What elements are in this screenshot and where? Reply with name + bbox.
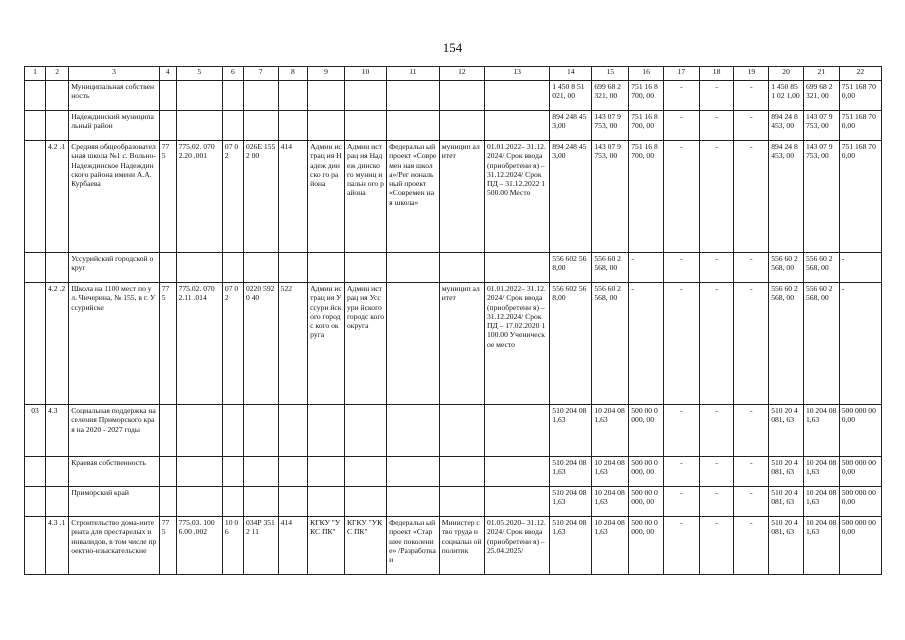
table-cell: 510 20 4 081, 63	[769, 457, 804, 487]
table-cell: -	[663, 141, 699, 253]
table-cell	[308, 81, 345, 111]
header-cell: 20	[769, 67, 804, 81]
table-cell: -	[734, 283, 769, 405]
table-cell: -	[734, 141, 769, 253]
table-cell	[25, 111, 46, 141]
table-cell: Админ истрац ия Надеж динско го муниц ипальн ого района	[344, 141, 386, 253]
table-cell: 10 06	[222, 517, 243, 575]
table-cell: -	[629, 283, 664, 405]
table-cell: 500 000 000,00	[839, 517, 881, 575]
table-cell: Школа на 1100 мест по ул. Чичерина, № 155, в г. Уссурийске	[69, 283, 160, 405]
table-cell: 751 168 700,00	[839, 141, 881, 253]
table-cell	[159, 487, 176, 517]
header-cell: 17	[663, 67, 699, 81]
table-cell	[176, 457, 222, 487]
table-cell	[159, 81, 176, 111]
table-cell: 0220 5920 40	[243, 283, 278, 405]
table-cell	[222, 405, 243, 457]
table-cell: -	[663, 405, 699, 457]
table-cell: -	[699, 457, 734, 487]
table-cell	[278, 487, 307, 517]
table-cell	[308, 111, 345, 141]
table-cell: 699 68 2 321, 00	[592, 81, 629, 111]
table-cell: 4.2 .1	[46, 141, 69, 253]
table-cell: 500 00 0 000, 00	[629, 457, 664, 487]
header-cell: 14	[550, 67, 592, 81]
table-cell	[46, 111, 69, 141]
table-cell: Уссурийский городской округ	[69, 253, 160, 283]
table-cell: -	[699, 405, 734, 457]
table-cell	[387, 487, 440, 517]
table-cell: 894 248 453,00	[550, 111, 592, 141]
table-cell: -	[699, 253, 734, 283]
table-cell: 10 204 081,63	[592, 405, 629, 457]
table-row	[25, 141, 882, 253]
table-cell: Надеждинский муниципальный район	[69, 111, 160, 141]
header-cell: 6	[222, 67, 243, 81]
table-cell: -	[734, 111, 769, 141]
table-cell	[176, 111, 222, 141]
table-cell: 556 60 2 568, 00	[803, 283, 839, 405]
table-cell	[439, 457, 484, 487]
table-cell: 510 204 081,63	[550, 487, 592, 517]
table-cell	[485, 81, 550, 111]
table-cell	[344, 81, 386, 111]
table-cell: 894 24 8 453, 00	[769, 111, 804, 141]
table-cell: 10 204 081,63	[803, 457, 839, 487]
table-cell	[439, 253, 484, 283]
table-cell: 4.2 .2	[46, 283, 69, 405]
table-cell	[243, 253, 278, 283]
table-cell	[485, 487, 550, 517]
table-cell: Приморский край	[69, 487, 160, 517]
table-cell	[46, 253, 69, 283]
header-cell: 2	[46, 67, 69, 81]
table-row	[25, 111, 882, 141]
table-cell: 751 16 8 700, 00	[629, 81, 664, 111]
table-cell: 143 07 9 753, 00	[803, 111, 839, 141]
table-cell: 775.02. 0702.20 .001	[176, 141, 222, 253]
table-cell: 775.03. 1006.00 .002	[176, 517, 222, 575]
table-cell: -	[629, 253, 664, 283]
table-cell	[159, 111, 176, 141]
table-cell: -	[663, 81, 699, 111]
table-cell: 500 00 0 000, 00	[629, 517, 664, 575]
header-cell: 3	[69, 67, 160, 81]
table-cell: -	[734, 517, 769, 575]
table-cell: -	[699, 283, 734, 405]
table-cell: 510 204 081,63	[550, 457, 592, 487]
table-cell: Муниципальная собственность	[69, 81, 160, 111]
table-cell: 07 02	[222, 141, 243, 253]
table-cell: -	[699, 141, 734, 253]
table-cell	[308, 253, 345, 283]
table-cell	[243, 111, 278, 141]
table-cell	[159, 253, 176, 283]
table-cell	[46, 457, 69, 487]
table-cell	[344, 487, 386, 517]
table-cell	[25, 517, 46, 575]
table-cell	[46, 487, 69, 517]
table-cell: -	[734, 405, 769, 457]
table-cell: 77 5	[159, 517, 176, 575]
table-cell: -	[734, 81, 769, 111]
table-cell: 556 602 568,00	[550, 283, 592, 405]
table-cell	[278, 405, 307, 457]
table-cell: 01.05.2020– 31.12.2024/ Срок ввода (приобретени я) – 25.04.2025/	[485, 517, 550, 575]
table-cell	[485, 111, 550, 141]
table-cell: 699 68 2 321, 00	[803, 81, 839, 111]
table-cell: 034Р 3512 11	[243, 517, 278, 575]
table-cell: муницип алитет	[439, 141, 484, 253]
header-cell: 9	[308, 67, 345, 81]
table-cell: 414	[278, 517, 307, 575]
table-cell: -	[734, 253, 769, 283]
table-cell: -	[699, 111, 734, 141]
header-cell: 12	[439, 67, 484, 81]
table-cell	[387, 111, 440, 141]
table-cell	[46, 81, 69, 111]
table-cell	[25, 457, 46, 487]
table-cell	[344, 457, 386, 487]
table-cell: -	[663, 487, 699, 517]
table-row	[25, 487, 882, 517]
table-cell	[176, 81, 222, 111]
table-cell: 414	[278, 141, 307, 253]
table-cell: 10 204 081,63	[592, 487, 629, 517]
table-cell	[387, 253, 440, 283]
table-cell: Админ истрац ия Уссури йского городс кого округа	[308, 283, 345, 405]
table-cell: -	[839, 283, 881, 405]
table-cell	[25, 487, 46, 517]
table-cell	[243, 487, 278, 517]
page-number: 154	[442, 40, 463, 55]
table-cell: 143 07 9 753, 00	[592, 111, 629, 141]
table-cell: 143 07 9 753, 00	[592, 141, 629, 253]
table-cell: 500 00 0 000, 00	[629, 487, 664, 517]
table-cell: муницип алитет	[439, 283, 484, 405]
table-cell	[387, 457, 440, 487]
table-cell: 751 168 700,00	[839, 81, 881, 111]
table-row	[25, 405, 882, 457]
header-cell: 16	[629, 67, 664, 81]
table-cell: Админ истрац ия Надеж динско го района	[308, 141, 345, 253]
table-cell: 556 60 2 568, 00	[592, 283, 629, 405]
table-cell	[243, 405, 278, 457]
table-cell: 10 204 081,63	[803, 405, 839, 457]
table-cell	[485, 405, 550, 457]
table-cell	[25, 253, 46, 283]
table-cell: 751 16 8 700, 00	[629, 111, 664, 141]
table-cell	[387, 81, 440, 111]
table-cell: Министер ство труда и социальн ой политик	[439, 517, 484, 575]
budget-table	[24, 66, 882, 575]
table-cell: 500 000 000,00	[839, 487, 881, 517]
table-cell	[308, 457, 345, 487]
table-cell: 510 20 4 081, 63	[769, 487, 804, 517]
table-cell: -	[663, 457, 699, 487]
table-cell	[439, 405, 484, 457]
table-cell: Краевая собственность	[69, 457, 160, 487]
table-cell: -	[699, 517, 734, 575]
table-cell: -	[663, 253, 699, 283]
table-cell	[439, 487, 484, 517]
table-cell	[344, 111, 386, 141]
table-cell: 01.01.2022– 31.12.2024/ Срок ввода (приобретени я) – 31.12.2024/ Срок ПД – 31.12.2022 1500.00 Место	[485, 141, 550, 253]
table-cell	[278, 81, 307, 111]
table-cell: 4.3 .1	[46, 517, 69, 575]
table-cell: Админ истрац ия Уссури йского городс кого округа	[344, 283, 386, 405]
table-cell: 500 000 000,00	[839, 405, 881, 457]
table-cell: Федеральн ый проект «Старшее поколение» /Разработка и	[387, 517, 440, 575]
table-cell	[222, 457, 243, 487]
table-cell: 500 00 0 000, 00	[629, 405, 664, 457]
table-cell	[176, 487, 222, 517]
header-cell: 21	[803, 67, 839, 81]
table-cell	[25, 283, 46, 405]
table-row	[25, 517, 882, 575]
table-cell: 10 204 081,63	[803, 517, 839, 575]
table-row	[25, 457, 882, 487]
table-cell: -	[734, 487, 769, 517]
table-cell: 775.02. 0702.11 .014	[176, 283, 222, 405]
table-cell: 4.3	[46, 405, 69, 457]
table-cell	[222, 253, 243, 283]
table-cell: Средняя общеобразовательная школа №1 с. Вольно-Надеждинское Надеждинского района имени А.А. Курбаева	[69, 141, 160, 253]
table-cell: 1 450 851 02 1,00	[769, 81, 804, 111]
table-cell	[344, 405, 386, 457]
table-cell: 01.01.2022– 31.12.2024/ Срок ввода (приобретени я) – 31.12.2024/ Срок ПД – 17.02.2020 1100.00 Ученическое место	[485, 283, 550, 405]
table-cell: -	[663, 111, 699, 141]
table-cell: -	[663, 283, 699, 405]
table-cell: 510 204 081,63	[550, 405, 592, 457]
header-cell: 4	[159, 67, 176, 81]
header-cell: 1	[25, 67, 46, 81]
table-cell: -	[663, 517, 699, 575]
table-cell: 556 60 2 568, 00	[769, 283, 804, 405]
table-cell: 751 16 8 700, 00	[629, 141, 664, 253]
header-cell: 11	[387, 67, 440, 81]
table-row	[25, 81, 882, 111]
table-cell	[387, 283, 440, 405]
table-cell	[278, 111, 307, 141]
table-cell: Федеральн ый проект «Современ ная школа»/Рег иональный проект «Современ ная школа»	[387, 141, 440, 253]
table-row	[25, 253, 882, 283]
header-cell: 10	[344, 67, 386, 81]
table-cell: -	[734, 457, 769, 487]
table-cell: 556 602 568,00	[550, 253, 592, 283]
header-cell: 22	[839, 67, 881, 81]
table-cell: 77 5	[159, 283, 176, 405]
table-cell: 510 20 4 081, 63	[769, 517, 804, 575]
table-cell	[278, 457, 307, 487]
header-cell: 15	[592, 67, 629, 81]
table-cell	[243, 81, 278, 111]
table-cell	[176, 253, 222, 283]
table-cell: 556 60 2 568, 00	[803, 253, 839, 283]
table-cell: 510 20 4 081, 63	[769, 405, 804, 457]
table-cell	[439, 111, 484, 141]
table-cell: 143 07 9 753, 00	[803, 141, 839, 253]
table-cell: 1 450 8 51 021, 00	[550, 81, 592, 111]
table-cell: 522	[278, 283, 307, 405]
table-cell: -	[699, 81, 734, 111]
header-cell: 18	[699, 67, 734, 81]
table-cell	[308, 487, 345, 517]
table-cell	[485, 253, 550, 283]
table-cell	[222, 487, 243, 517]
table-cell	[176, 405, 222, 457]
table-cell	[485, 457, 550, 487]
table-cell	[278, 253, 307, 283]
table-cell: 10 204 081,63	[592, 457, 629, 487]
table-cell: 510 204 081,63	[550, 517, 592, 575]
table-cell: -	[839, 253, 881, 283]
table-cell: -	[699, 487, 734, 517]
table-cell: 894 24 8 453, 00	[769, 141, 804, 253]
table-cell	[308, 405, 345, 457]
table-cell	[159, 405, 176, 457]
table-cell: 10 204 081,63	[803, 487, 839, 517]
header-cell: 19	[734, 67, 769, 81]
table-cell: 026Е 1552 00	[243, 141, 278, 253]
table-header-row	[25, 67, 882, 81]
table-cell: КГКУ "УКС ПК"	[344, 517, 386, 575]
table-cell: 10 204 081,63	[592, 517, 629, 575]
table-cell	[243, 457, 278, 487]
table-cell: КГКУ "УКС ПК"	[308, 517, 345, 575]
table-cell: 556 60 2 568, 00	[592, 253, 629, 283]
header-cell: 13	[485, 67, 550, 81]
header-cell: 5	[176, 67, 222, 81]
header-cell: 8	[278, 67, 307, 81]
table-cell: 556 60 2 568, 00	[769, 253, 804, 283]
table-row	[25, 283, 882, 405]
header-cell: 7	[243, 67, 278, 81]
table-cell	[222, 111, 243, 141]
table-cell	[25, 81, 46, 111]
table-cell	[25, 141, 46, 253]
table-cell: 77 5	[159, 141, 176, 253]
table-cell	[387, 405, 440, 457]
table-cell: 500 000 000,00	[839, 457, 881, 487]
table-cell: 894 248 453,00	[550, 141, 592, 253]
table-cell: 07 02	[222, 283, 243, 405]
table-cell: Социальная поддержка населения Приморского края на 2020 - 2027 годы	[69, 405, 160, 457]
table-cell	[344, 253, 386, 283]
table-cell: Строительство дома-интерната для престарелых и инвалидов, в том числе проектно-изыскательские	[69, 517, 160, 575]
table-cell: 751 168 700,00	[839, 111, 881, 141]
table-cell: 03	[25, 405, 46, 457]
table-cell	[159, 457, 176, 487]
table-cell	[222, 81, 243, 111]
table-cell	[439, 81, 484, 111]
